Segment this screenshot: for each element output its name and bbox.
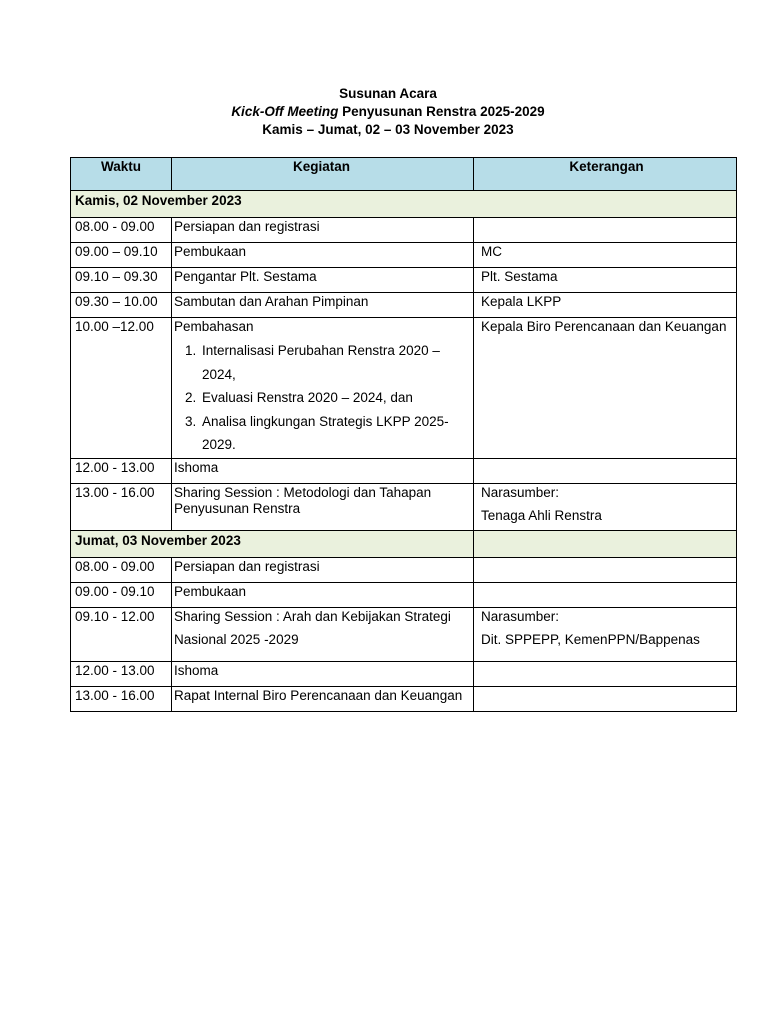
list-item: 2. Evaluasi Renstra 2020 – 2024, dan (200, 386, 469, 410)
activity-line: Nasional 2025 -2029 (174, 632, 299, 647)
activity-cell: Rapat Internal Biro Perencanaan dan Keuangan (172, 687, 474, 712)
agenda-list (174, 339, 469, 457)
note-cell (474, 662, 737, 687)
note-cell (474, 484, 737, 531)
note-cell (474, 608, 737, 662)
time-cell: 09.30 – 10.00 (71, 293, 172, 318)
activity-cell: Ishoma (172, 662, 474, 687)
activity-line: Sharing Session : Arah dan Kebijakan Strategi (174, 609, 451, 624)
header-subtitle-rest: Penyusunan Renstra 2025-2029 (338, 104, 545, 119)
note-cell (474, 218, 737, 243)
time-cell: 10.00 –12.00 (71, 318, 172, 459)
note-cell (474, 558, 737, 583)
table-row (71, 662, 737, 687)
time-cell: 12.00 - 13.00 (71, 662, 172, 687)
activity-cell (172, 318, 474, 459)
document-header (0, 85, 768, 139)
table-row (71, 293, 737, 318)
note-cell: Kepala Biro Perencanaan dan Keuangan (474, 318, 737, 459)
time-cell: 13.00 - 16.00 (71, 687, 172, 712)
table-row (71, 608, 737, 662)
table-row (71, 459, 737, 484)
column-header-kegiatan: Kegiatan (172, 158, 474, 191)
table-row (71, 687, 737, 712)
day-row (71, 191, 737, 218)
note-value: Tenaga Ahli Renstra (481, 508, 602, 523)
day-row (71, 531, 737, 558)
header-subtitle-italic: Kick-Off Meeting (231, 104, 339, 119)
column-header-waktu: Waktu (71, 158, 172, 191)
table-row (71, 583, 737, 608)
activity-cell: Persiapan dan registrasi (172, 218, 474, 243)
activity-cell: Ishoma (172, 459, 474, 484)
time-cell: 09.10 - 12.00 (71, 608, 172, 662)
note-cell (474, 583, 737, 608)
activity-cell: Persiapan dan registrasi (172, 558, 474, 583)
table-row (71, 318, 737, 459)
activity-cell: Pembukaan (172, 583, 474, 608)
note-label: Narasumber: (481, 609, 560, 624)
table-row (71, 218, 737, 243)
note-cell (474, 459, 737, 484)
table-header-row (71, 158, 737, 191)
table-row (71, 268, 737, 293)
activity-cell: Pengantar Plt. Sestama (172, 268, 474, 293)
header-dates: Kamis – Jumat, 02 – 03 November 2023 (262, 122, 514, 137)
note-label: Narasumber: (481, 485, 560, 500)
day-label: Jumat, 03 November 2023 (71, 531, 474, 558)
time-cell: 13.00 - 16.00 (71, 484, 172, 531)
time-cell: 08.00 - 09.00 (71, 218, 172, 243)
time-cell: 09.00 - 09.10 (71, 583, 172, 608)
time-cell: 12.00 - 13.00 (71, 459, 172, 484)
header-title: Susunan Acara (339, 86, 437, 101)
table-row (71, 484, 737, 531)
table-row (71, 558, 737, 583)
note-value: Dit. SPPEPP, KemenPPN/Bappenas (481, 632, 700, 647)
day-label-empty (474, 531, 737, 558)
table-row (71, 243, 737, 268)
note-cell: MC (474, 243, 737, 268)
activity-cell: Sharing Session : Metodologi dan Tahapan Penyusunan Renstra (172, 484, 474, 531)
time-cell: 09.10 – 09.30 (71, 268, 172, 293)
day-label: Kamis, 02 November 2023 (71, 191, 737, 218)
column-header-keterangan: Keterangan (474, 158, 737, 191)
time-cell: 08.00 - 09.00 (71, 558, 172, 583)
time-cell: 09.00 – 09.10 (71, 243, 172, 268)
activity-cell (172, 608, 474, 662)
note-cell: Plt. Sestama (474, 268, 737, 293)
note-cell: Kepala LKPP (474, 293, 737, 318)
activity-cell: Sambutan dan Arahan Pimpinan (172, 293, 474, 318)
note-cell (474, 687, 737, 712)
schedule-table (70, 157, 737, 712)
list-item: 3. Analisa lingkungan Strategis LKPP 2025-2029. (200, 410, 469, 457)
list-item: 1. Internalisasi Perubahan Renstra 2020 – 2024, (200, 339, 469, 386)
activity-title: Pembahasan (174, 319, 254, 334)
header-subtitle (0, 103, 768, 121)
activity-cell: Pembukaan (172, 243, 474, 268)
